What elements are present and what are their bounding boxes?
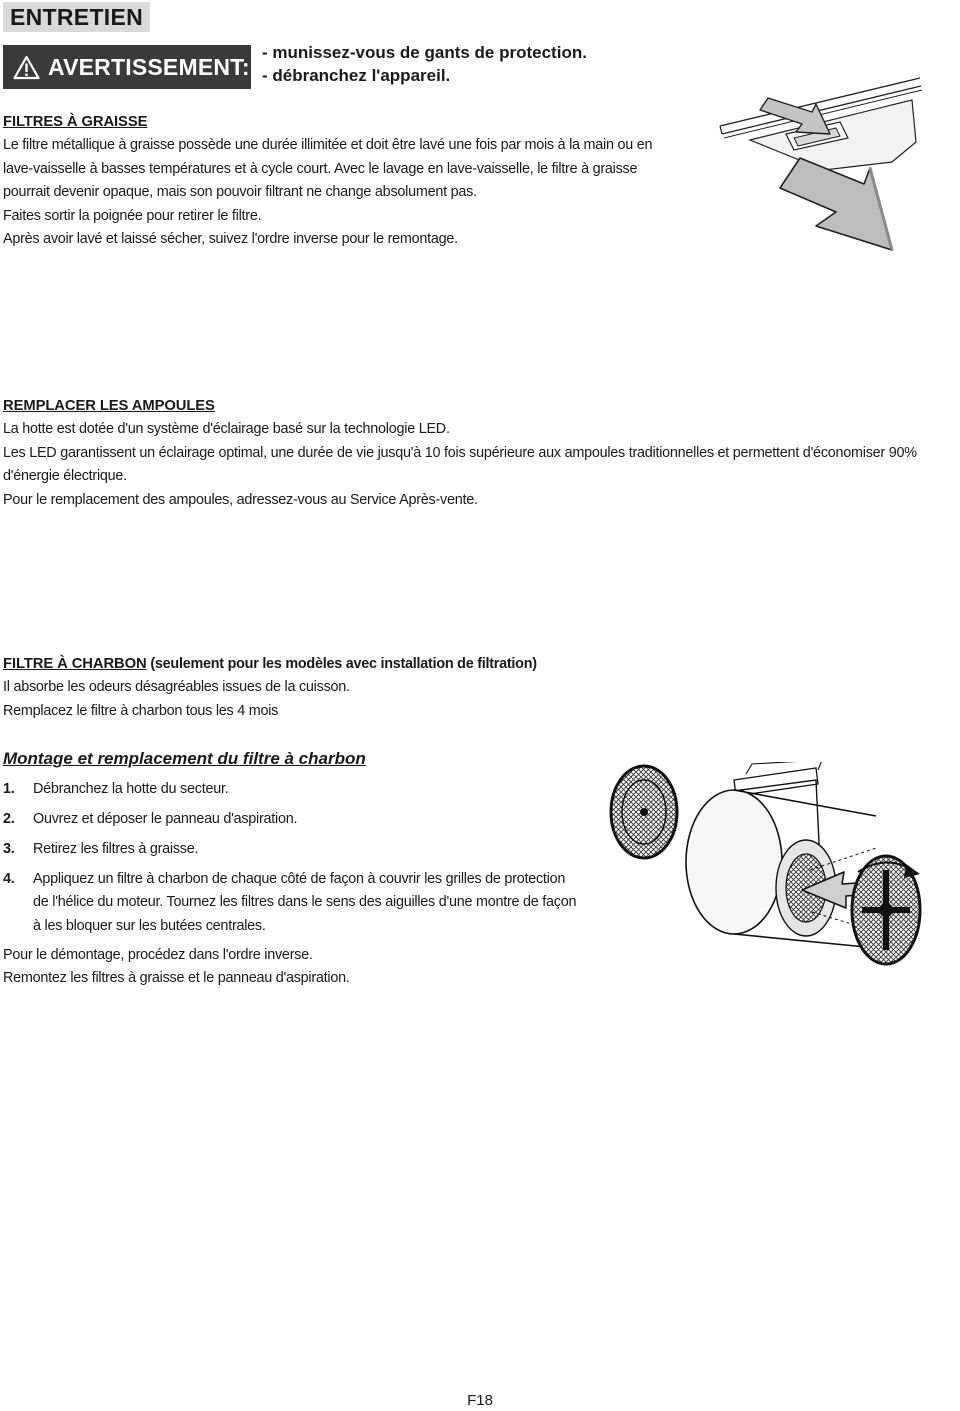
- mounting-steps: [3, 778, 583, 945]
- grease-filter-paragraph: Faites sortir la poignée pour retirer le filtre.: [3, 207, 262, 224]
- step-item: [3, 838, 583, 861]
- section-title: ENTRETIEN: [3, 2, 150, 32]
- closing-paragraph: Remontez les filtres à graisse et le panneau d'aspiration.: [3, 970, 350, 987]
- warning-label: AVERTISSEMENT:: [48, 53, 250, 80]
- charcoal-filter-section: [3, 653, 903, 723]
- charcoal-filter-title: [3, 653, 903, 676]
- step-item: [3, 778, 583, 801]
- step-number: 2.: [3, 811, 15, 827]
- step-text: Ouvrez et déposer le panneau d'aspiration.: [33, 811, 298, 827]
- warning-triangle-icon: [13, 55, 40, 80]
- grease-filter-heading: FILTRES À GRAISSE: [3, 114, 148, 130]
- charcoal-filter-heading: FILTRE À CHARBON: [3, 656, 147, 672]
- grease-filter-section: [3, 111, 653, 251]
- mounting-closing: [3, 944, 703, 991]
- warning-banner: [3, 45, 251, 89]
- lamps-heading: REMPLACER LES AMPOULES: [3, 398, 215, 414]
- charcoal-filter-heading-suffix: (seulement pour les modèles avec installation de filtration): [146, 656, 537, 672]
- step-number: 1.: [3, 781, 15, 797]
- step-number: 4.: [3, 871, 15, 887]
- step-number: 3.: [3, 841, 15, 857]
- lamps-section: [3, 395, 958, 512]
- mounting-heading: Montage et remplacement du filtre à charbon: [3, 749, 366, 768]
- charcoal-filter-mounting-illustration: [606, 762, 946, 978]
- step-text: Retirez les filtres à graisse.: [33, 841, 199, 857]
- warning-instructions: [262, 41, 587, 87]
- warning-line: - munissez-vous de gants de protection.: [262, 43, 587, 62]
- step-text: Appliquez un filtre à charbon de chaque côté de façon à couvrir les grilles de protection de l'hélice du moteur. Tournez les filtres dans le sens des aiguilles d'une montre de façon à les bloquer sur les butées centrales.: [33, 871, 577, 934]
- page-number: F18: [467, 1392, 493, 1409]
- lamps-paragraph: La hotte est dotée d'un système d'éclairage basé sur la technologie LED.: [3, 421, 450, 438]
- grease-filter-paragraph: Le filtre métallique à graisse possède une durée illimitée et doit être lavé une fois par mois à la main ou en lave-vaisselle à basses températures et à cycle court. Avec le lavage en lave-vaisselle, le filtre à graisse pourrait devenir opaque, mais son pouvoir filtrant ne change absolument pas.: [3, 137, 653, 201]
- step-text: Débranchez la hotte du secteur.: [33, 781, 229, 797]
- warning-line: - débranchez l'appareil.: [262, 66, 451, 85]
- step-item: [3, 868, 583, 938]
- charcoal-filter-paragraph: Remplacez le filtre à charbon tous les 4 mois: [3, 702, 279, 719]
- lamps-paragraph: Les LED garantissent un éclairage optimal, une durée de vie jusqu'à 10 fois supérieure aux ampoules traditionnelles et permettent d'économiser 90% d'énergie électrique.: [3, 444, 917, 485]
- grease-filter-paragraph: Après avoir lavé et laissé sécher, suivez l'ordre inverse pour le remontage.: [3, 231, 458, 248]
- step-item: [3, 808, 583, 831]
- lamps-paragraph: Pour le remplacement des ampoules, adressez-vous au Service Après-vente.: [3, 491, 478, 508]
- charcoal-filter-paragraph: Il absorbe les odeurs désagréables issues de la cuisson.: [3, 679, 350, 696]
- grease-filter-removal-illustration: [716, 76, 926, 286]
- closing-paragraph: Pour le démontage, procédez dans l'ordre inverse.: [3, 947, 313, 963]
